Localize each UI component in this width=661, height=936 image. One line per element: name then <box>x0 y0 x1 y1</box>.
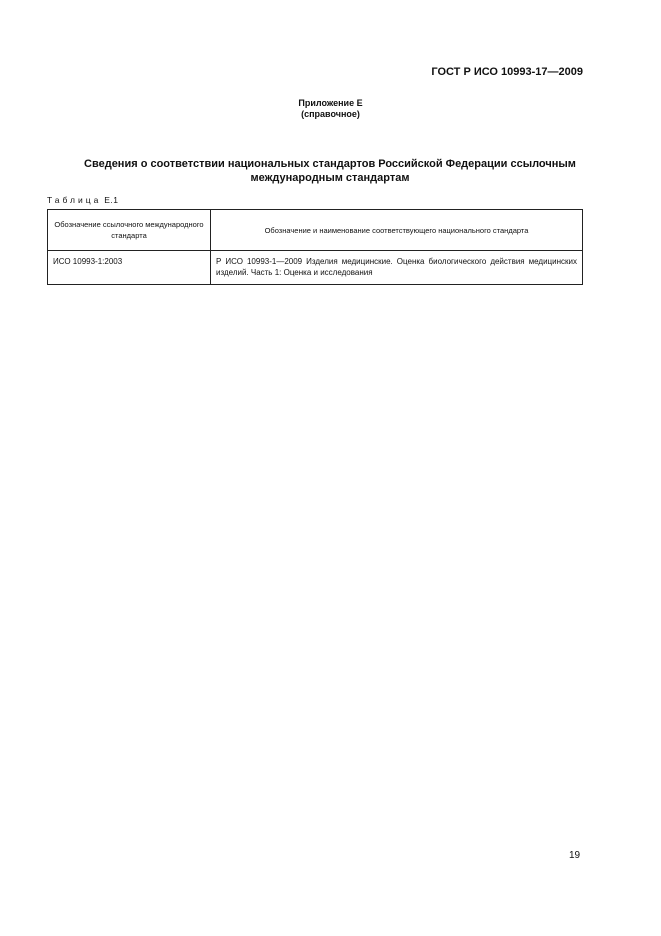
document-id: ГОСТ Р ИСО 10993-17—2009 <box>431 66 583 78</box>
table-header-cell: Обозначение и наименование соответствующего национального стандарта <box>211 210 583 251</box>
section-title: Сведения о соответствии национальных стандартов Российской Федерации ссылочным международным стандартам <box>84 158 576 184</box>
correspondence-table <box>47 209 583 285</box>
table-caption <box>47 195 118 205</box>
appendix-title: Приложение Е <box>298 98 363 108</box>
page-number: 19 <box>569 850 581 861</box>
table-cell: Р ИСО 10993-1—2009 Изделия медицинские. Оценка биологического действия медицинских изделий. Часть 1: Оценка и исследования <box>211 251 583 285</box>
table-header-cell: Обозначение ссылочного международного стандарта <box>48 210 211 251</box>
table-caption-word: Таблица <box>47 195 102 205</box>
table-header-row <box>48 210 583 251</box>
table-row <box>48 251 583 285</box>
table-cell: ИСО 10993-1:2003 <box>48 251 211 285</box>
appendix-heading <box>0 98 661 120</box>
appendix-subtitle: (справочное) <box>301 109 360 119</box>
table-caption-number: Е.1 <box>104 195 119 205</box>
